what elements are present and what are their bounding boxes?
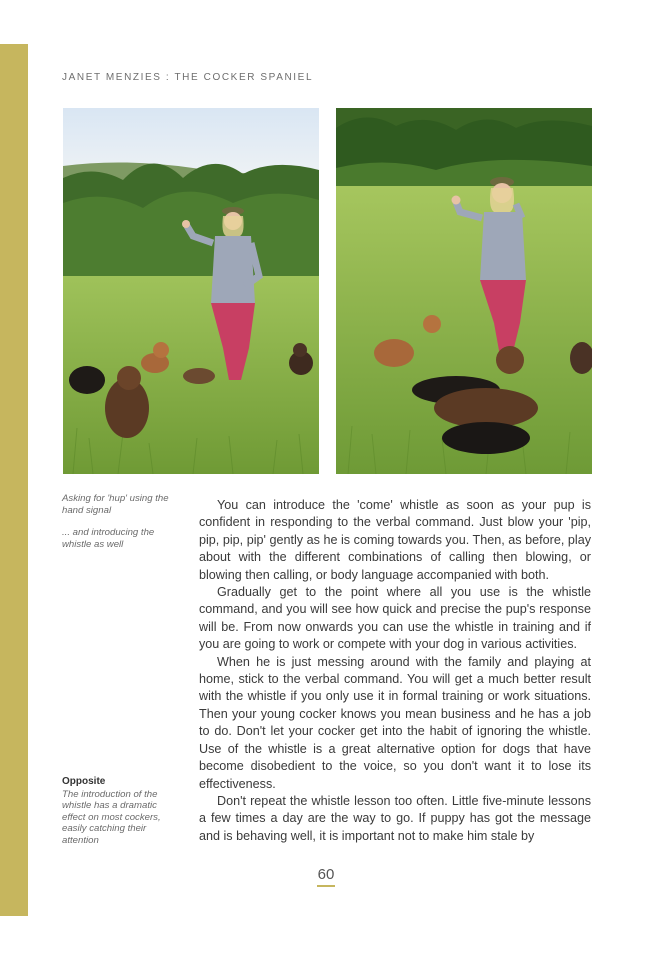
caption-hand-signal: Asking for 'hup' using the hand signal [62,493,169,516]
photo-introducing-whistle [336,108,592,474]
running-head: JANET MENZIES : THE COCKER SPANIEL [62,72,314,83]
paragraph-3: When he is just messing around with the family and playing at home, stick to the verbal command. You will get a much better result with the whistle if you only use it in formal training or work situations. Then your young cocker knows you mean business and he has a job to do. Don't let your cocker get into the habit of ignoring the whistle. Use of the whistle is a great alternative option for dogs that have become disobedient to the voice, so you don't want it to lose its effectiveness. [199,654,591,791]
paragraph-1: You can introduce the 'come' whistle as soon as your pup is confident in responding to the verbal command. Just blow your 'pip, pip, pip, pip' gently as he is coming towards you. Then, as before, play about with the different combinations of calling then blowing, or blowing then calling, or body language accompanied with both. [199,498,591,582]
accent-side-bar [0,44,28,916]
photo-hand-signal [63,108,319,474]
page-number-underline [317,885,335,887]
paragraph-2: Gradually get to the point where all you use is the whistle command, and you will see how quick and precise the pup's response will be. From now onwards you can use the whistle in training and if you are going to work or compete with your dog in various activities. [199,585,591,652]
paragraph-4: Don't repeat the whistle lesson too often. Little five-minute lessons a few times a day are the way to go. If puppy has got the message and is behaving well, it is important not to make him stale by [199,793,591,843]
caption-introducing-whistle: ... and introducing the whistle as well [62,527,155,550]
body-text [199,497,591,845]
caption-opposite-text: The introduction of the whistle has a dramatic effect on most cockers, easily catching their attention [62,788,161,846]
caption-opposite [62,776,180,846]
caption-opposite-title: Opposite [62,776,106,787]
page-number: 60 [317,866,335,883]
